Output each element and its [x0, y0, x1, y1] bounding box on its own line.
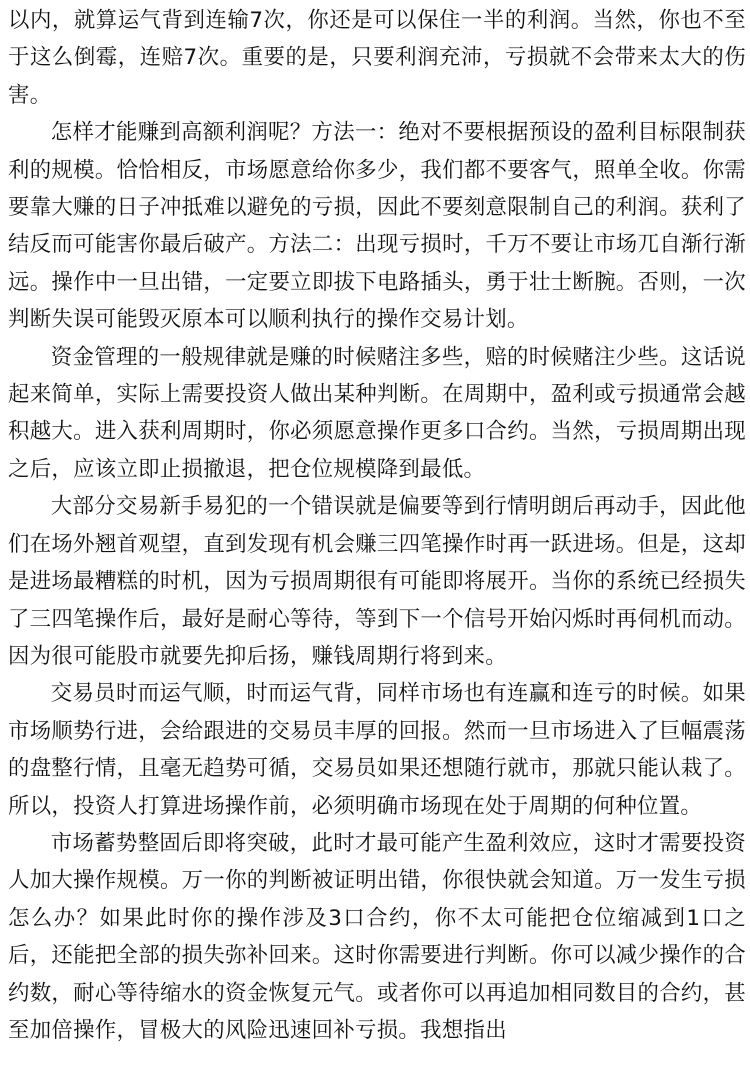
paragraph-4: 大部分交易新手易犯的一个错误就是偏要等到行情明朗后再动手，因此他们在场外翘首观望，直到发现有机会赚三四笔操作时再一跃进场。但是，这却是进场最糟糕的时机，因为亏损周期很有可能即将展开。当你的系统已经损失了三四笔操作后，最好是耐心等待，等到下一个信号开始闪烁时再伺机而动。因为很可能股市就要先抑后扬，赚钱周期行将到来。	[8, 494, 746, 669]
paragraph-5: 交易员时而运气顺，时而运气背，同样市场也有连赢和连亏的时候。如果市场顺势行进，会给跟进的交易员丰厚的回报。然而一旦市场进入了巨幅震荡的盘整行情，且毫无趋势可循，交易员如果还想随行就市，那就只能认栽了。所以，投资人打算进场操作前，必须明确市场现在处于周期的何种位置。	[8, 681, 746, 819]
paragraph-6: 市场蓄势整固后即将突破，此时才最可能产生盈利效应，这时才需要投资人加大操作规模。万一你的判断被证明出错，你很快就会知道。万一发生亏损怎么办？如果此时你的操作涉及3口合约，你不太可能把仓位缩减到1口之后，还能把全部的损失弥补回来。这时你需要进行判断。你可以减少操作的合约数，耐心等待缩水的资金恢复元气。或者你可以再追加相同数目的合约，甚至加倍操作，冒极大的风险迅速回补亏损。我想指出	[8, 830, 746, 1043]
paragraph-1: 以内，就算运气背到连输7次，你还是可以保住一半的利润。当然，你也不至于这么倒霉，连赔7次。重要的是，只要利润充沛，亏损就不会带来太大的伤害。	[8, 8, 746, 108]
document-page	[8, 0, 746, 1088]
paragraph-3: 资金管理的一般规律就是赚的时候赌注多些，赔的时候赌注少些。这话说起来简单，实际上需要投资人做出某种判断。在周期中，盈利或亏损通常会越积越大。进入获利周期时，你必须愿意操作更多口合约。当然，亏损周期出现之后，应该立即止损撤退，把仓位规模降到最低。	[8, 344, 746, 482]
paragraph-2: 怎样才能赚到高额利润呢？方法一：绝对不要根据预设的盈利目标限制获利的规模。恰恰相反，市场愿意给你多少，我们都不要客气，照单全收。你需要靠大赚的日子冲抵难以避免的亏损，因此不要刻意限制自己的利润。获利了结反而可能害你最后破产。方法二：出现亏损时，千万不要让市场兀自渐行渐远。操作中一旦出错，一定要立即拔下电路插头，勇于壮士断腕。否则，一次判断失误可能毁灭原本可以顺利执行的操作交易计划。	[8, 120, 746, 333]
